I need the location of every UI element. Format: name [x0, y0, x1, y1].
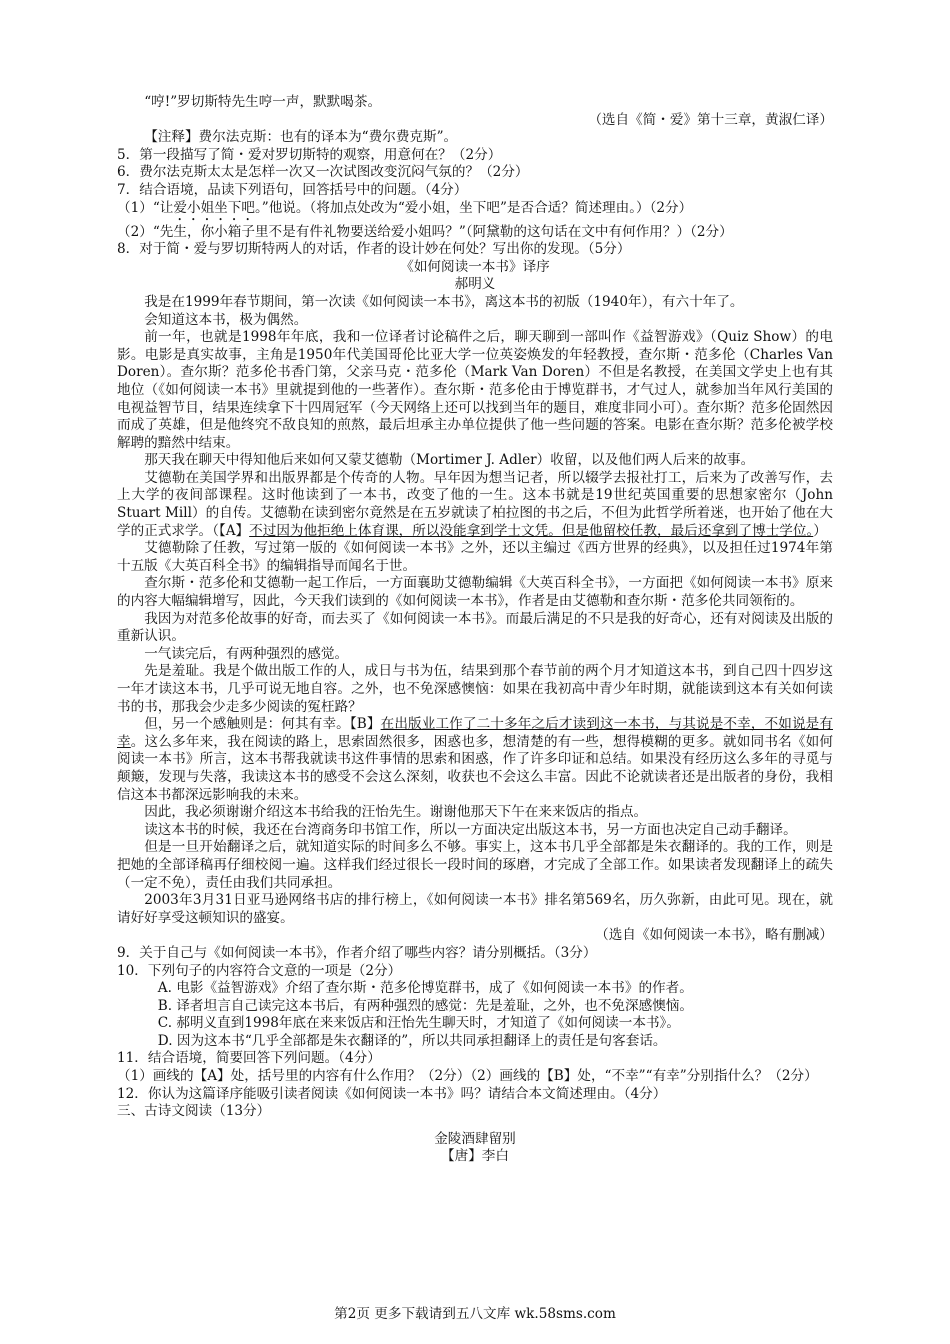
paragraph: 读这本书的时候，我还在台湾商务印书馆工作，所以一方面决定出版这本书，另一方面也决定自己动手翻译。 [144, 821, 797, 838]
spacer [117, 1121, 833, 1131]
question-5: 5．第一段描写了简・爱对罗切斯特的观察，用意何在？（2分） [117, 146, 502, 163]
option-a: A. 电影《益智游戏》介绍了查尔斯・范多伦博览群书，成了《如何阅读一本书》的作者。 [157, 980, 693, 997]
story-line: “哼!”罗切斯特先生哼一声，默默喝茶。 [144, 94, 382, 110]
paragraph: 一气读完后，有两种强烈的感觉。 [144, 645, 349, 662]
underlined-a: 不过因为他拒绝上体育课，所以没能拿到学士文凭。但是他留校任教，最后还拿到了博士学位。 [249, 522, 814, 539]
option-d: D. 因为这本书“几乎全部都是朱衣翻译的”，所以共同承担翻译上的责任是句客套话。 [157, 1032, 667, 1049]
question-9: 9．关于自己与《如何阅读一本书》，作者介绍了哪些内容？请分别概括。（3分） [117, 944, 597, 961]
dotted-phrase: 爱小姐坐下吧 [173, 199, 255, 216]
question-7: 7．结合语境，品读下列语句，回答括号中的问题。（4分） [117, 181, 468, 198]
paragraph: 艾德勒除了任教，写过第一版的《如何阅读一本书》之外，还以主编过《西方世界的经典》，以及担任过1974年第十五版《大英百科全书》的编辑指导而闻名于世。 [117, 540, 833, 574]
paragraph: 查尔斯・范多伦和艾德勒一起工作后，一方面襄助艾德勒编辑《大英百科全书》，一方面把《如何阅读一本书》原来的内容大幅编辑增写，因此，今天我们读到的《如何阅读一本书》，作者是由艾德勒和查尔斯・范多伦共同领衔的。 [117, 575, 833, 610]
question-12: 12．你认为这篇译序能吸引读者阅读《如何阅读一本书》吗？请结合本文简述理由。（4分） [117, 1085, 667, 1102]
annotation-note: 【注释】费尔法克斯：也有的译本为“费尔费克斯”。 [144, 129, 458, 146]
underlined-b: 在出版业工作了二十多年之后才读到这一本书，与其说是不幸，不如说是有幸 [117, 716, 833, 750]
paragraph-with-b: 但，另一个感触则是：何其有幸。【B】在出版业工作了二十多年之后才读到这一本书，与其说是不幸，不如说是有幸。这么多年来，我在阅读的路上，思索固然很多，困惑也多，想清楚的有一些，想得模糊的更多。就如同书名《如何阅读一本书》所言，这本书帮我就读书这件事情的思索和困惑，作了许多印证和总结。如果没有经历这么多年的寻觅与颠簸，发现与失落，我读这本书的感受不会这么深刻，收获也不会这么丰富。因此不论就读者还是出版者的身份，我相信这本书都深远影响我的未来。 [117, 716, 834, 803]
question-6: 6．费尔法克斯太太是怎样一次又一次试图改变沉闷气氛的？（2分） [117, 164, 529, 181]
source-citation: （选自《简・爱》第十三章，黄淑仁译） [588, 111, 833, 128]
section-heading: 三、古诗文阅读（13分） [117, 1103, 271, 1120]
article-author: 郝明义 [454, 276, 496, 293]
source-citation: （选自《如何阅读一本书》，略有删减） [595, 927, 833, 944]
question-11: 11．结合语境，简要回答下列问题。（4分） [117, 1050, 381, 1067]
poem-title: 金陵酒肆留别 [434, 1130, 516, 1147]
question-7-1: （1）“让爱小姐坐下吧。”他说。（将加点处改为“爱小姐，坐下吧”是否合适？简述理由。）（2分） [117, 199, 693, 216]
option-c: C. 郝明义直到1998年底在来来饭店和汪怡先生聊天时，才知道了《如何阅读一本书》。 [157, 1015, 680, 1032]
paragraph: 因此，我必须谢谢介绍这本书给我的汪怡先生。谢谢他那天下午在来来饭店的指点。 [144, 804, 648, 821]
poem-author: 【唐】李白 [441, 1148, 509, 1165]
paragraph-with-a: 艾德勒在美国学界和出版界都是个传奇的人物。早年因为想当记者，所以辍学去报社打工，后来为了改善写作，去上大学的夜间部课程。这时他读到了一本书，改变了他的一生。这本书就是19世纪英国重要的思想家密尔（John Stuart Mill）的自传。艾德勒在读到密尔竟然是在五岁就读了柏拉图的书之后，不但为此哲学所着迷，也开始了他在大学的正式求学。（【A】不过因为他拒绝上体育课，所以没能拿到学士文凭。但是他留校任教，最后还拿到了博士学位。） [117, 469, 833, 539]
paragraph: 我是在1999年春节期间，第一次读《如何阅读一本书》，离这本书的初版（1940年），有六十年了。 [144, 293, 744, 310]
page-content [117, 94, 833, 1166]
question-7-2: （2）“先生，你小箱子里不是有件礼物要送给爱小姐吗？”（阿黛勒的这句话在文中有何作用？）（2分） [117, 223, 733, 240]
paragraph: 但是一旦开始翻译之后，就知道实际的时间多么不够。事实上，这本书几乎全部都是朱衣翻译的。我的工作，则是把她的全部译稿再仔细校阅一遍。这样我们经过很长一段时间的琢磨，才完成了全部工作。如果读者发现翻译上的疏失（一定不免），责任由我们共同承担。 [117, 839, 833, 891]
question-10: 10．下列句子的内容符合文意的一项是（2分） [117, 962, 402, 979]
page-footer: 第2页 更多下载请到五八文库 wk.58sms.com [334, 1306, 616, 1322]
question-8: 8．对于简・爱与罗切斯特两人的对话，作者的设计妙在何处？写出你的发现。（5分） [117, 241, 631, 258]
paragraph: 先是羞耻。我是个做出版工作的人，成日与书为伍，结果到那个春节前的两个月才知道这本书，到自己四十四岁这一年才读这本书，几乎可说无地自容。之外，也不免深感懊恼：如果在我初高中青少年时期，就能读到这本有关如何读书的书，那我会少走多少阅读的冤枉路？ [117, 663, 833, 715]
paragraph: 2003年3月31日亚马逊网络书店的排行榜上，《如何阅读一本书》排名第569名，历久弥新，由此可见。现在，就请好好享受这顿知识的盛宴。 [117, 892, 833, 926]
paragraph: 前一年，也就是1998年年底，我和一位译者讨论稿件之后，聊天聊到一部叫作《益智游戏》（Quiz Show）的电影。电影是真实故事，主角是1950年代美国哥伦比亚大学一位英姿焕发的年轻教授，查尔斯・范多伦（Charles Van Doren）。查尔斯？范多伦书香门第，父亲马克・范多伦（Mark Van Doren）不但是名教授，在美国文学史上也有其地位（《如何阅读一本书》里就提到他的一些著作）。查尔斯・范多伦由于博览群书，才气过人，就参加当年风行美国的电视益智节目，结果连续拿下十四周冠军（今天网络上还可以找到当年的题目，难度非同小可）。查尔斯？范多伦固然因而成了英雄，但是他终究不敌良知的煎熬，最后坦承主办单位提供了他一些问题的答案。电影在查尔斯？范多伦被学校解聘的黯然中结束。 [117, 329, 833, 451]
option-b: B. 译者坦言自己读完这本书后，有两种强烈的感觉：先是羞耻，之外，也不免深感懊恼。 [157, 997, 693, 1014]
paragraph: 我因为对范多伦故事的好奇，而去买了《如何阅读一本书》。而最后满足的不只是我的好奇心，还有对阅读及出版的重新认识。 [117, 610, 833, 645]
question-11-body: （1）画线的【A】处，括号里的内容有什么作用？（2分）（2）画线的【B】处，“不幸”“有幸”分别指什么？（2分） [117, 1068, 818, 1085]
paragraph: 那天我在聊天中得知他后来如何又蒙艾德勒（Mortimer J. Adler）收留，以及他们两人后来的故事。 [144, 452, 755, 469]
paragraph: 会知道这本书，极为偶然。 [144, 311, 308, 328]
article-title: 《如何阅读一本书》译序 [400, 258, 550, 275]
